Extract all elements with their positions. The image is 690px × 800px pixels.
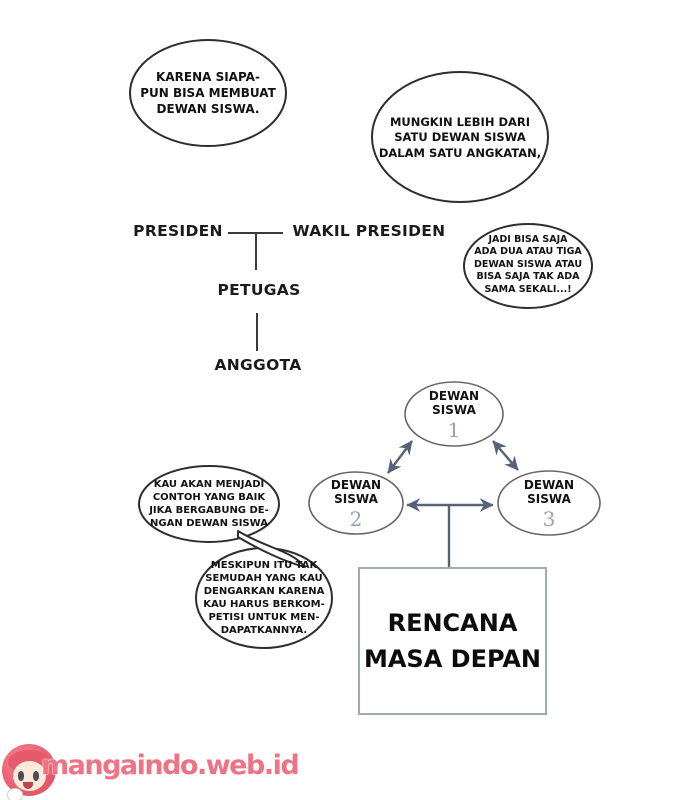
bubble-line: KAU HARUS BERKOM-	[203, 599, 325, 610]
mascot-hand	[7, 788, 23, 800]
bubble-line: JIKA BERGABUNG DE-	[149, 505, 269, 516]
bubble-line: DEWAN SISWA ATAU	[473, 258, 583, 270]
bubble-line: DENGARKAN KARENA	[203, 586, 325, 597]
bubble-line: DALAM SATU ANGKATAN,	[378, 145, 542, 160]
bubble-line: DEWAN SISWA.	[156, 101, 260, 116]
bubble-line: SAMA SEKALI...!	[484, 283, 572, 295]
bubble-line: PUN BISA MEMBUAT	[140, 86, 276, 101]
future-plan-box-text	[360, 570, 545, 712]
org-label-members: ANGGOTA	[214, 356, 302, 374]
watermark	[0, 742, 300, 800]
speech-bubble-5-text	[194, 559, 334, 637]
node-number: 3	[542, 506, 556, 531]
mascot-eye-left	[18, 771, 24, 781]
bubble-line: KAU AKAN MENJADI	[153, 479, 265, 490]
future-plan-line: MASA DEPAN	[363, 645, 542, 673]
node-label: SISWA	[334, 492, 378, 506]
bubble-line: MUNGKIN LEBIH DARI	[389, 114, 531, 129]
node-label: DEWAN	[330, 478, 382, 493]
speech-bubble-3-text	[463, 234, 593, 296]
org-label-president: PRESIDEN	[133, 222, 223, 240]
bubble-line: PETISI UNTUK MEN-	[208, 612, 320, 623]
node-label: SISWA	[527, 492, 571, 506]
bubble-line: ADA DUA ATAU TIGA	[474, 246, 582, 258]
arrow-node1-node3	[493, 441, 518, 470]
bubble-line: DAPATKANNYA.	[220, 625, 308, 636]
bubble-line: JADI BISA SAJA	[488, 234, 568, 246]
council-node-3	[501, 477, 597, 531]
org-label-officers: PETUGAS	[217, 281, 301, 299]
bubble-line: KARENA SIAPA-	[156, 70, 260, 85]
watermark-text: mangaindo.web.id	[41, 750, 299, 781]
node-number: 1	[447, 417, 461, 442]
speech-bubble-4-text	[139, 478, 279, 530]
council-node-2	[308, 477, 404, 531]
mascot-eye-right	[33, 771, 39, 781]
bubble-line: CONTOH YANG BAIK	[152, 492, 266, 503]
speech-bubble-2-text	[370, 110, 550, 166]
speech-bubble-1-text	[118, 68, 298, 120]
bubble-line: BISA SAJA TAK ADA	[476, 271, 580, 283]
bubble-line: NGAN DEWAN SISWA	[150, 518, 268, 529]
org-label-vice-president: WAKIL PRESIDEN	[292, 222, 446, 240]
node-label: DEWAN	[428, 389, 480, 404]
bubble-line: SEMUDAH YANG KAU	[205, 573, 323, 584]
node-label: DEWAN	[523, 478, 575, 493]
council-node-1	[406, 388, 502, 442]
bubble-line: MESKIPUN ITU TAK	[210, 560, 318, 571]
node-number: 2	[349, 506, 363, 531]
arrow-node2-node1	[388, 441, 412, 473]
bubble-line: SATU DEWAN SISWA	[394, 130, 526, 145]
future-plan-line: RENCANA	[387, 609, 518, 637]
node-label: SISWA	[432, 403, 476, 417]
